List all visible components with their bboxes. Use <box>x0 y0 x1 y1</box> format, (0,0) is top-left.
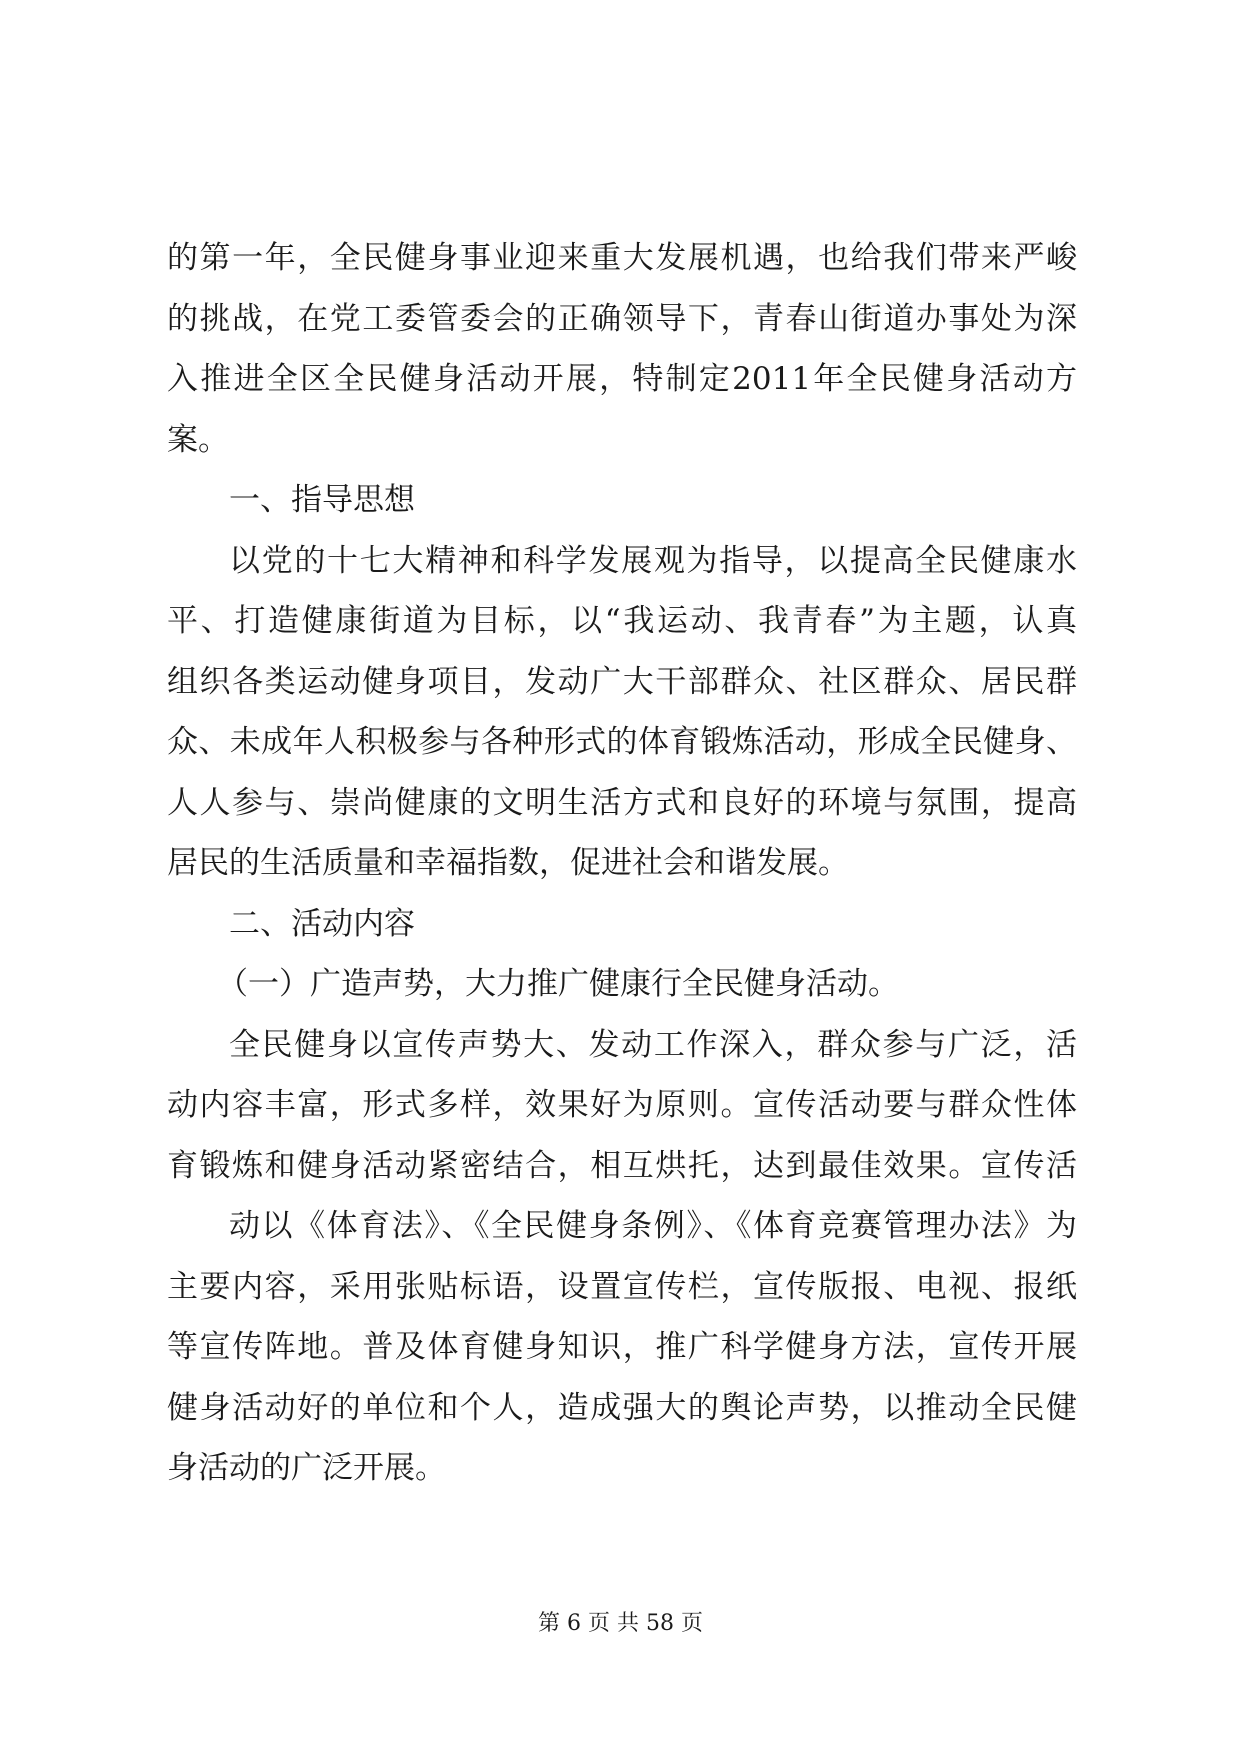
paragraph-line: 入推进全区全民健身活动开展，特制定2011年全民健身活动方 <box>167 361 1077 397</box>
section-heading: 一、指导思想 <box>229 482 415 518</box>
paragraph-line: 居民的生活质量和幸福指数，促进社会和谐发展。 <box>167 845 849 881</box>
paragraph-line: 动以《体育法》、《全民健身条例》、《体育竞赛管理办法》为 <box>229 1208 1077 1244</box>
paragraph-line: 身活动的广泛开展。 <box>167 1450 446 1486</box>
paragraph-line: 等宣传阵地。普及体育健身知识，推广科学健身方法，宣传开展 <box>167 1329 1077 1365</box>
paragraph-line: 全民健身以宣传声势大、发动工作深入，群众参与广泛，活 <box>229 1026 1077 1063</box>
paragraph-line: 主要内容，采用张贴标语，设置宣传栏，宣传版报、电视、报纸 <box>167 1268 1077 1305</box>
document-body <box>167 228 1077 1499</box>
paragraph-line: 的第一年，全民健身事业迎来重大发展机遇，也给我们带来严峻 <box>167 240 1077 276</box>
paragraph-line: 以党的十七大精神和科学发展观为指导，以提高全民健康水 <box>229 542 1077 579</box>
paragraph-line: 案。 <box>167 421 229 458</box>
paragraph-line: 健身活动好的单位和个人，造成强大的舆论声势，以推动全民健 <box>167 1389 1077 1426</box>
paragraph-line: 育锻炼和健身活动紧密结合，相互烘托，达到最佳效果。宣传活 <box>167 1147 1077 1184</box>
section-heading: 二、活动内容 <box>229 905 415 942</box>
paragraph-line: 人人参与、崇尚健康的文明生活方式和良好的环境与氛围，提高 <box>167 784 1077 821</box>
paragraph-line: 组织各类运动健身项目，发动广大干部群众、社区群众、居民群 <box>167 663 1077 700</box>
subsection-heading: （一）广造声势，大力推广健康行全民健身活动。 <box>217 966 899 1002</box>
paragraph-line: 众、未成年人积极参与各种形式的体育锻炼活动，形成全民健身、 <box>167 724 1077 760</box>
paragraph-line: 平、打造健康街道为目标，以“我运动、我青春”为主题，认真 <box>167 603 1077 639</box>
paragraph-line: 动内容丰富，形式多样，效果好为原则。宣传活动要与群众性体 <box>167 1087 1077 1123</box>
paragraph-line: 的挑战，在党工委管委会的正确领导下，青春山街道办事处为深 <box>167 300 1077 337</box>
page-number-footer: 第 6 页 共 58 页 <box>538 1611 703 1636</box>
